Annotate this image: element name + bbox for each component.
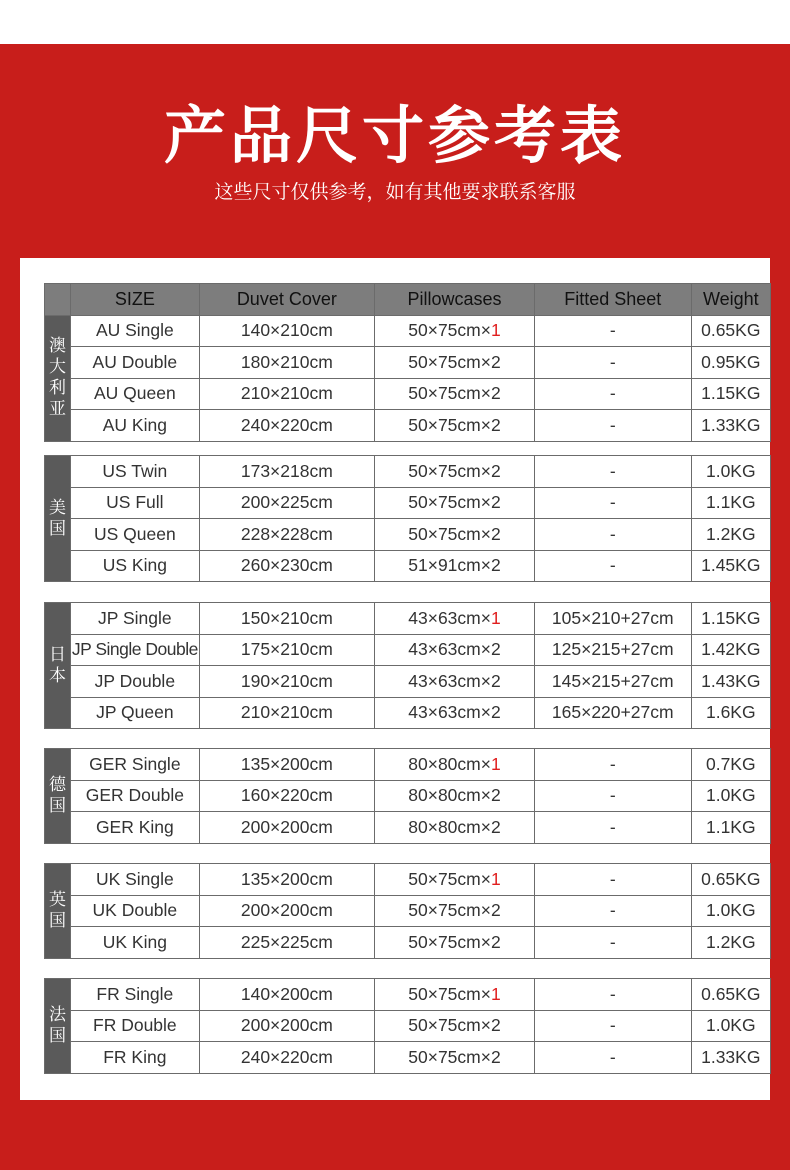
size-cell: UK King bbox=[71, 927, 199, 959]
weight-cell: 0.7KG bbox=[691, 749, 770, 781]
duvet-cover-cell: 135×200cm bbox=[199, 864, 374, 896]
pillowcase-size: 51×91cm× bbox=[408, 555, 491, 576]
table-row bbox=[45, 697, 771, 729]
header-pillowcases: Pillowcases bbox=[375, 284, 535, 316]
pillowcase-quantity: 1 bbox=[490, 753, 501, 774]
fitted-sheet-cell: - bbox=[534, 347, 691, 379]
header-fitted-sheet: Fitted Sheet bbox=[534, 284, 691, 316]
pillowcases-cell bbox=[375, 864, 535, 896]
pillowcase-size: 43×63cm× bbox=[408, 702, 491, 723]
region-label-text: 英国 bbox=[49, 889, 67, 931]
weight-cell: 0.65KG bbox=[691, 979, 770, 1011]
duvet-cover-cell: 175×210cm bbox=[199, 634, 374, 666]
page-title: 产品尺寸参考表 bbox=[163, 99, 626, 172]
weight-cell: 1.2KG bbox=[691, 519, 770, 551]
weight-cell: 0.65KG bbox=[691, 864, 770, 896]
size-cell: JP Single bbox=[71, 603, 199, 635]
region-label bbox=[45, 603, 71, 729]
duvet-cover-cell: 160×220cm bbox=[199, 780, 374, 812]
pillowcase-quantity: 2 bbox=[490, 785, 501, 806]
pillowcase-quantity: 2 bbox=[490, 492, 501, 513]
duvet-cover-cell: 210×210cm bbox=[199, 697, 374, 729]
duvet-cover-cell: 190×210cm bbox=[199, 666, 374, 698]
region-label-text: 日本 bbox=[49, 644, 67, 686]
pillowcases-cell bbox=[375, 347, 535, 379]
pillowcases-cell bbox=[375, 895, 535, 927]
table-row bbox=[45, 378, 771, 410]
size-table bbox=[44, 748, 771, 844]
size-group-table bbox=[44, 455, 771, 582]
duvet-cover-cell: 140×210cm bbox=[199, 315, 374, 347]
pillowcase-quantity: 1 bbox=[490, 320, 501, 341]
pillowcases-cell bbox=[375, 634, 535, 666]
pillowcase-size: 50×75cm× bbox=[408, 460, 491, 481]
fitted-sheet-cell: - bbox=[534, 927, 691, 959]
duvet-cover-cell: 135×200cm bbox=[199, 749, 374, 781]
size-cell: US Queen bbox=[71, 519, 199, 551]
size-cell: AU Double bbox=[71, 347, 199, 379]
table-row bbox=[45, 895, 771, 927]
region-label bbox=[45, 864, 71, 959]
weight-cell: 1.15KG bbox=[691, 378, 770, 410]
pillowcase-quantity: 1 bbox=[490, 983, 501, 1004]
fitted-sheet-cell: - bbox=[534, 979, 691, 1011]
pillowcase-size: 50×75cm× bbox=[408, 320, 491, 341]
duvet-cover-cell: 180×210cm bbox=[199, 347, 374, 379]
table-row bbox=[45, 812, 771, 844]
weight-cell: 0.65KG bbox=[691, 315, 770, 347]
weight-cell: 1.42KG bbox=[691, 634, 770, 666]
fitted-sheet-cell: - bbox=[534, 812, 691, 844]
pillowcase-quantity: 2 bbox=[490, 900, 501, 921]
pillowcases-cell bbox=[375, 749, 535, 781]
weight-cell: 1.0KG bbox=[691, 456, 770, 488]
pillowcase-size: 50×75cm× bbox=[408, 383, 491, 404]
table-row bbox=[45, 315, 771, 347]
weight-cell: 0.95KG bbox=[691, 347, 770, 379]
fitted-sheet-cell: - bbox=[534, 315, 691, 347]
duvet-cover-cell: 140×200cm bbox=[199, 979, 374, 1011]
page-subtitle: 这些尺寸仅供参考，如有其他要求联系客服 bbox=[214, 181, 576, 203]
region-label-text: 澳大利亚 bbox=[49, 336, 67, 419]
pillowcases-cell bbox=[375, 487, 535, 519]
header-duvet-cover: Duvet Cover bbox=[199, 284, 374, 316]
fitted-sheet-cell: - bbox=[534, 456, 691, 488]
region-label-text: 法国 bbox=[49, 1004, 67, 1046]
size-group-table bbox=[44, 863, 771, 959]
size-cell: AU King bbox=[71, 410, 199, 442]
pillowcases-cell bbox=[375, 927, 535, 959]
pillowcase-quantity: 2 bbox=[490, 383, 501, 404]
pillowcases-cell bbox=[375, 1010, 535, 1042]
pillowcase-quantity: 2 bbox=[490, 670, 501, 691]
fitted-sheet-cell: - bbox=[534, 864, 691, 896]
table-row bbox=[45, 749, 771, 781]
pillowcase-size: 80×80cm× bbox=[408, 753, 491, 774]
pillowcase-size: 50×75cm× bbox=[408, 523, 491, 544]
size-table bbox=[44, 602, 771, 729]
pillowcase-quantity: 2 bbox=[490, 351, 501, 372]
pillowcases-cell bbox=[375, 1042, 535, 1074]
size-group-table bbox=[44, 748, 771, 844]
table-row bbox=[45, 780, 771, 812]
weight-cell: 1.15KG bbox=[691, 603, 770, 635]
pillowcase-size: 50×75cm× bbox=[408, 1046, 491, 1067]
region-label bbox=[45, 456, 71, 582]
fitted-sheet-cell: - bbox=[534, 1042, 691, 1074]
fitted-sheet-cell: - bbox=[534, 550, 691, 582]
pillowcase-size: 50×75cm× bbox=[408, 492, 491, 513]
pillowcase-size: 50×75cm× bbox=[408, 983, 491, 1004]
size-table bbox=[44, 455, 771, 582]
pillowcase-size: 43×63cm× bbox=[408, 670, 491, 691]
size-cell: UK Double bbox=[71, 895, 199, 927]
size-cell: AU Single bbox=[71, 315, 199, 347]
pillowcase-size: 80×80cm× bbox=[408, 816, 491, 837]
size-cell: US King bbox=[71, 550, 199, 582]
fitted-sheet-cell: 105×210+27cm bbox=[534, 603, 691, 635]
size-cell: US Full bbox=[71, 487, 199, 519]
region-label-text: 德国 bbox=[49, 774, 67, 816]
weight-cell: 1.0KG bbox=[691, 1010, 770, 1042]
size-cell: AU Queen bbox=[71, 378, 199, 410]
pillowcase-quantity: 2 bbox=[490, 1015, 501, 1036]
size-cell: GER Single bbox=[71, 749, 199, 781]
pillowcase-size: 50×75cm× bbox=[408, 931, 491, 952]
pillowcase-size: 50×75cm× bbox=[408, 868, 491, 889]
fitted-sheet-cell: - bbox=[534, 410, 691, 442]
table-row bbox=[45, 603, 771, 635]
fitted-sheet-cell: 165×220+27cm bbox=[534, 697, 691, 729]
pillowcases-cell bbox=[375, 603, 535, 635]
size-cell: US Twin bbox=[71, 456, 199, 488]
weight-cell: 1.1KG bbox=[691, 812, 770, 844]
pillowcase-size: 50×75cm× bbox=[408, 414, 491, 435]
table-row bbox=[45, 666, 771, 698]
region-label bbox=[45, 749, 71, 844]
pillowcase-size: 50×75cm× bbox=[408, 351, 491, 372]
duvet-cover-cell: 225×225cm bbox=[199, 927, 374, 959]
pillowcase-quantity: 2 bbox=[490, 816, 501, 837]
pillowcases-cell bbox=[375, 456, 535, 488]
header-size: SIZE bbox=[71, 284, 199, 316]
pillowcases-cell bbox=[375, 519, 535, 551]
pillowcase-size: 43×63cm× bbox=[408, 639, 491, 660]
duvet-cover-cell: 240×220cm bbox=[199, 410, 374, 442]
pillowcase-size: 80×80cm× bbox=[408, 785, 491, 806]
duvet-cover-cell: 240×220cm bbox=[199, 1042, 374, 1074]
pillowcase-quantity: 2 bbox=[490, 414, 501, 435]
size-table bbox=[44, 978, 771, 1074]
pillowcase-quantity: 2 bbox=[490, 931, 501, 952]
table-row bbox=[45, 550, 771, 582]
size-cell: JP Single Double bbox=[71, 634, 199, 666]
weight-cell: 1.0KG bbox=[691, 780, 770, 812]
region-label bbox=[45, 979, 71, 1074]
size-cell: JP Double bbox=[71, 666, 199, 698]
size-table bbox=[44, 863, 771, 959]
pillowcases-cell bbox=[375, 780, 535, 812]
size-cell: FR King bbox=[71, 1042, 199, 1074]
pillowcases-cell bbox=[375, 979, 535, 1011]
pillowcase-quantity: 1 bbox=[490, 607, 501, 628]
weight-cell: 1.0KG bbox=[691, 895, 770, 927]
pillowcases-cell bbox=[375, 697, 535, 729]
weight-cell: 1.1KG bbox=[691, 487, 770, 519]
weight-cell: 1.45KG bbox=[691, 550, 770, 582]
pillowcase-quantity: 2 bbox=[490, 460, 501, 481]
header-region-cell bbox=[45, 284, 71, 316]
table-row bbox=[45, 519, 771, 551]
pillowcase-size: 43×63cm× bbox=[408, 607, 491, 628]
pillowcases-cell bbox=[375, 550, 535, 582]
duvet-cover-cell: 260×230cm bbox=[199, 550, 374, 582]
size-cell: UK Single bbox=[71, 864, 199, 896]
size-table bbox=[44, 283, 771, 442]
duvet-cover-cell: 150×210cm bbox=[199, 603, 374, 635]
table-row bbox=[45, 487, 771, 519]
weight-cell: 1.43KG bbox=[691, 666, 770, 698]
pillowcase-quantity: 2 bbox=[490, 639, 501, 660]
fitted-sheet-cell: - bbox=[534, 487, 691, 519]
weight-cell: 1.33KG bbox=[691, 410, 770, 442]
table-row bbox=[45, 410, 771, 442]
weight-cell: 1.6KG bbox=[691, 697, 770, 729]
pillowcases-cell bbox=[375, 812, 535, 844]
table-row bbox=[45, 1042, 771, 1074]
table-row bbox=[45, 456, 771, 488]
pillowcase-quantity: 1 bbox=[490, 868, 501, 889]
size-group-table bbox=[44, 283, 771, 442]
weight-cell: 1.33KG bbox=[691, 1042, 770, 1074]
size-cell: GER Double bbox=[71, 780, 199, 812]
fitted-sheet-cell: 145×215+27cm bbox=[534, 666, 691, 698]
pillowcase-quantity: 2 bbox=[490, 523, 501, 544]
pillowcase-quantity: 2 bbox=[490, 1046, 501, 1067]
fitted-sheet-cell: - bbox=[534, 780, 691, 812]
pillowcases-cell bbox=[375, 378, 535, 410]
table-row bbox=[45, 927, 771, 959]
pillowcase-size: 50×75cm× bbox=[408, 1015, 491, 1036]
fitted-sheet-cell: - bbox=[534, 895, 691, 927]
pillowcase-quantity: 2 bbox=[490, 702, 501, 723]
table-row bbox=[45, 1010, 771, 1042]
region-label-text: 美国 bbox=[49, 497, 67, 539]
duvet-cover-cell: 200×200cm bbox=[199, 1010, 374, 1042]
fitted-sheet-cell: - bbox=[534, 519, 691, 551]
size-cell: JP Queen bbox=[71, 697, 199, 729]
fitted-sheet-cell: - bbox=[534, 749, 691, 781]
header-weight: Weight bbox=[691, 284, 770, 316]
size-group-table bbox=[44, 978, 771, 1074]
table-header-row bbox=[45, 284, 771, 316]
size-cell: GER King bbox=[71, 812, 199, 844]
duvet-cover-cell: 228×228cm bbox=[199, 519, 374, 551]
duvet-cover-cell: 200×225cm bbox=[199, 487, 374, 519]
pillowcase-size: 50×75cm× bbox=[408, 900, 491, 921]
fitted-sheet-cell: 125×215+27cm bbox=[534, 634, 691, 666]
pillowcases-cell bbox=[375, 410, 535, 442]
size-group-table bbox=[44, 602, 771, 729]
duvet-cover-cell: 173×218cm bbox=[199, 456, 374, 488]
size-cell: FR Double bbox=[71, 1010, 199, 1042]
duvet-cover-cell: 200×200cm bbox=[199, 895, 374, 927]
duvet-cover-cell: 200×200cm bbox=[199, 812, 374, 844]
table-row bbox=[45, 979, 771, 1011]
duvet-cover-cell: 210×210cm bbox=[199, 378, 374, 410]
weight-cell: 1.2KG bbox=[691, 927, 770, 959]
size-cell: FR Single bbox=[71, 979, 199, 1011]
pillowcases-cell bbox=[375, 315, 535, 347]
fitted-sheet-cell: - bbox=[534, 378, 691, 410]
fitted-sheet-cell: - bbox=[534, 1010, 691, 1042]
table-row bbox=[45, 347, 771, 379]
pillowcases-cell bbox=[375, 666, 535, 698]
table-row bbox=[45, 634, 771, 666]
region-label bbox=[45, 315, 71, 441]
table-row bbox=[45, 864, 771, 896]
pillowcase-quantity: 2 bbox=[490, 555, 501, 576]
